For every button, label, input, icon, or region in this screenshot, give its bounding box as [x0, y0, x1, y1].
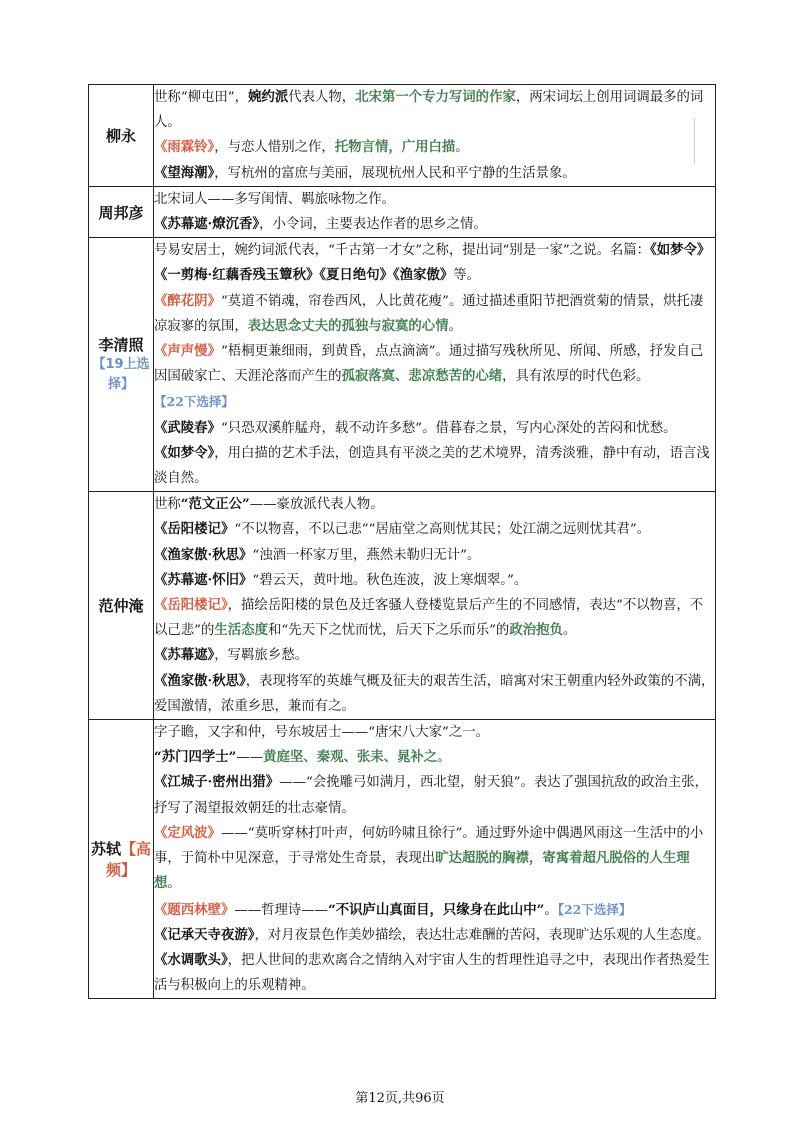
exam-tag: 【19上选择】 — [92, 357, 150, 393]
exam-tag: 【高频】 — [105, 840, 152, 880]
poet-content: 北宋词人——多写闺情、羁旅咏物之作。 《苏幕遮·燎沉香》，小令词，主要表达作者的思乡之情。 — [154, 186, 716, 237]
page-footer: 第12页,共96页 — [355, 1091, 445, 1106]
poet-name: 周邦彦 — [89, 186, 154, 237]
poets-table — [88, 84, 716, 999]
poet-content: 世称“范文正公”——豪放派代表人物。 《岳阳楼记》“不以物喜，不以己悲”“居庙堂之高则忧其民；处江湖之远则忧其君”。 《渔家傲·秋思》“浊酒一杯家万里，燕然未勒归无计”。 《苏幕遮·怀旧》“碧云天，黄叶地。秋色连波，波上寒烟翠。”。 《岳阳楼记》，描绘岳阳楼的景色及迁客骚人登楼览景后产生的不同感情，表达“不以物喜，不以己悲”的生活态度和“先天下之忧而忧，后天下之乐而乐”的政治抱负。 《苏幕遮》，写羁旅乡愁。 《渔家傲·秋思》，表现将军的英雄气概及征夫的艰苦生活，暗寓对宋王朝重内轻外政策的不满，爱国激情，浓重乡思，兼而有之。 — [154, 492, 716, 720]
poet-name-cell — [89, 720, 154, 999]
poet-content: 号易安居士，婉约词派代表，“千古第一才女”之称，提出词“别是一家”之说。名篇：《如梦令》《一剪梅·红藕香残玉簟秋》《夏日绝句》《渔家傲》等。 《醉花阴》“莫道不销魂，帘卷西风，人比黄花瘦”。通过描述重阳节把酒赏菊的情景，烘托凄凉寂寥的氛围，表达思念丈夫的孤独与寂寞的心情。 《声声慢》“梧桐更兼细雨，到黄昏，点点滴滴”。通过描写残秋所见、所闻、所感，抒发自己因国破家亡、天涯沦落而产生的孤寂落寞、悲凉愁苦的心绪，具有浓厚的时代色彩。 【22下选择】 《武陵春》“只恐双溪舴艋舟，载不动许多愁”。借暮春之景，写内心深处的苦闷和忧愁。 《如梦令》，用白描的艺术手法，创造具有平淡之美的艺术境界，清秀淡雅，静中有动，语言浅淡自然。 — [154, 238, 716, 492]
table-row — [89, 720, 716, 999]
poet-name: 李清照 — [98, 336, 144, 355]
poet-name: 范仲淹 — [89, 492, 154, 720]
poet-content: 世称“柳屯田”，婉约派代表人物，北宋第一个专力写词的作家，两宋词坛上创用词调最多的词人。 《雨霖铃》，与恋人惜别之作，托物言情，广用白描。 《望海潮》，写杭州的富庶与美丽，展现杭州人民和平宁静的生活景象。 — [154, 85, 716, 187]
table-row — [89, 492, 716, 720]
exam-tag: 【22下选择】 — [154, 394, 234, 410]
table-row — [89, 238, 716, 492]
table-row — [89, 85, 716, 187]
exam-tag: 【22下选择】 — [557, 901, 632, 917]
poet-name: 柳永 — [89, 85, 154, 187]
poet-name-cell — [89, 238, 154, 492]
table-row — [89, 186, 716, 237]
poet-name: 苏轼 — [90, 840, 121, 859]
poet-content: 字子瞻，又字和仲，号东坡居士——“唐宋八大家”之一。 “苏门四学士”——黄庭坚、秦观、张耒、晁补之。 《江城子·密州出猎》——“会挽雕弓如满月，西北望，射天狼”。表达了强国抗敌的政治主张，抒写了渴望报效朝廷的壮志豪情。 《定风波》——“莫听穿林打叶声，何妨吟啸且徐行”。通过野外途中偶遇风雨这一生活中的小事，于简朴中见深意，于寻常处生奇景，表现出旷达超脱的胸襟，寄寓着超凡脱俗的人生理想。 《题西林壁》——哲理诗——“不识庐山真面目，只缘身在此山中”。【22下选择】 《记承天寺夜游》，对月夜景色作美妙描绘，表达壮志难酬的苦闷，表现旷达乐观的人生态度。 《水调歌头》，把人世间的悲欢离合之情纳入对宇宙人生的哲理性追寻之中，表现出作者热爱生活与积极向上的乐观精神。 — [154, 720, 716, 999]
